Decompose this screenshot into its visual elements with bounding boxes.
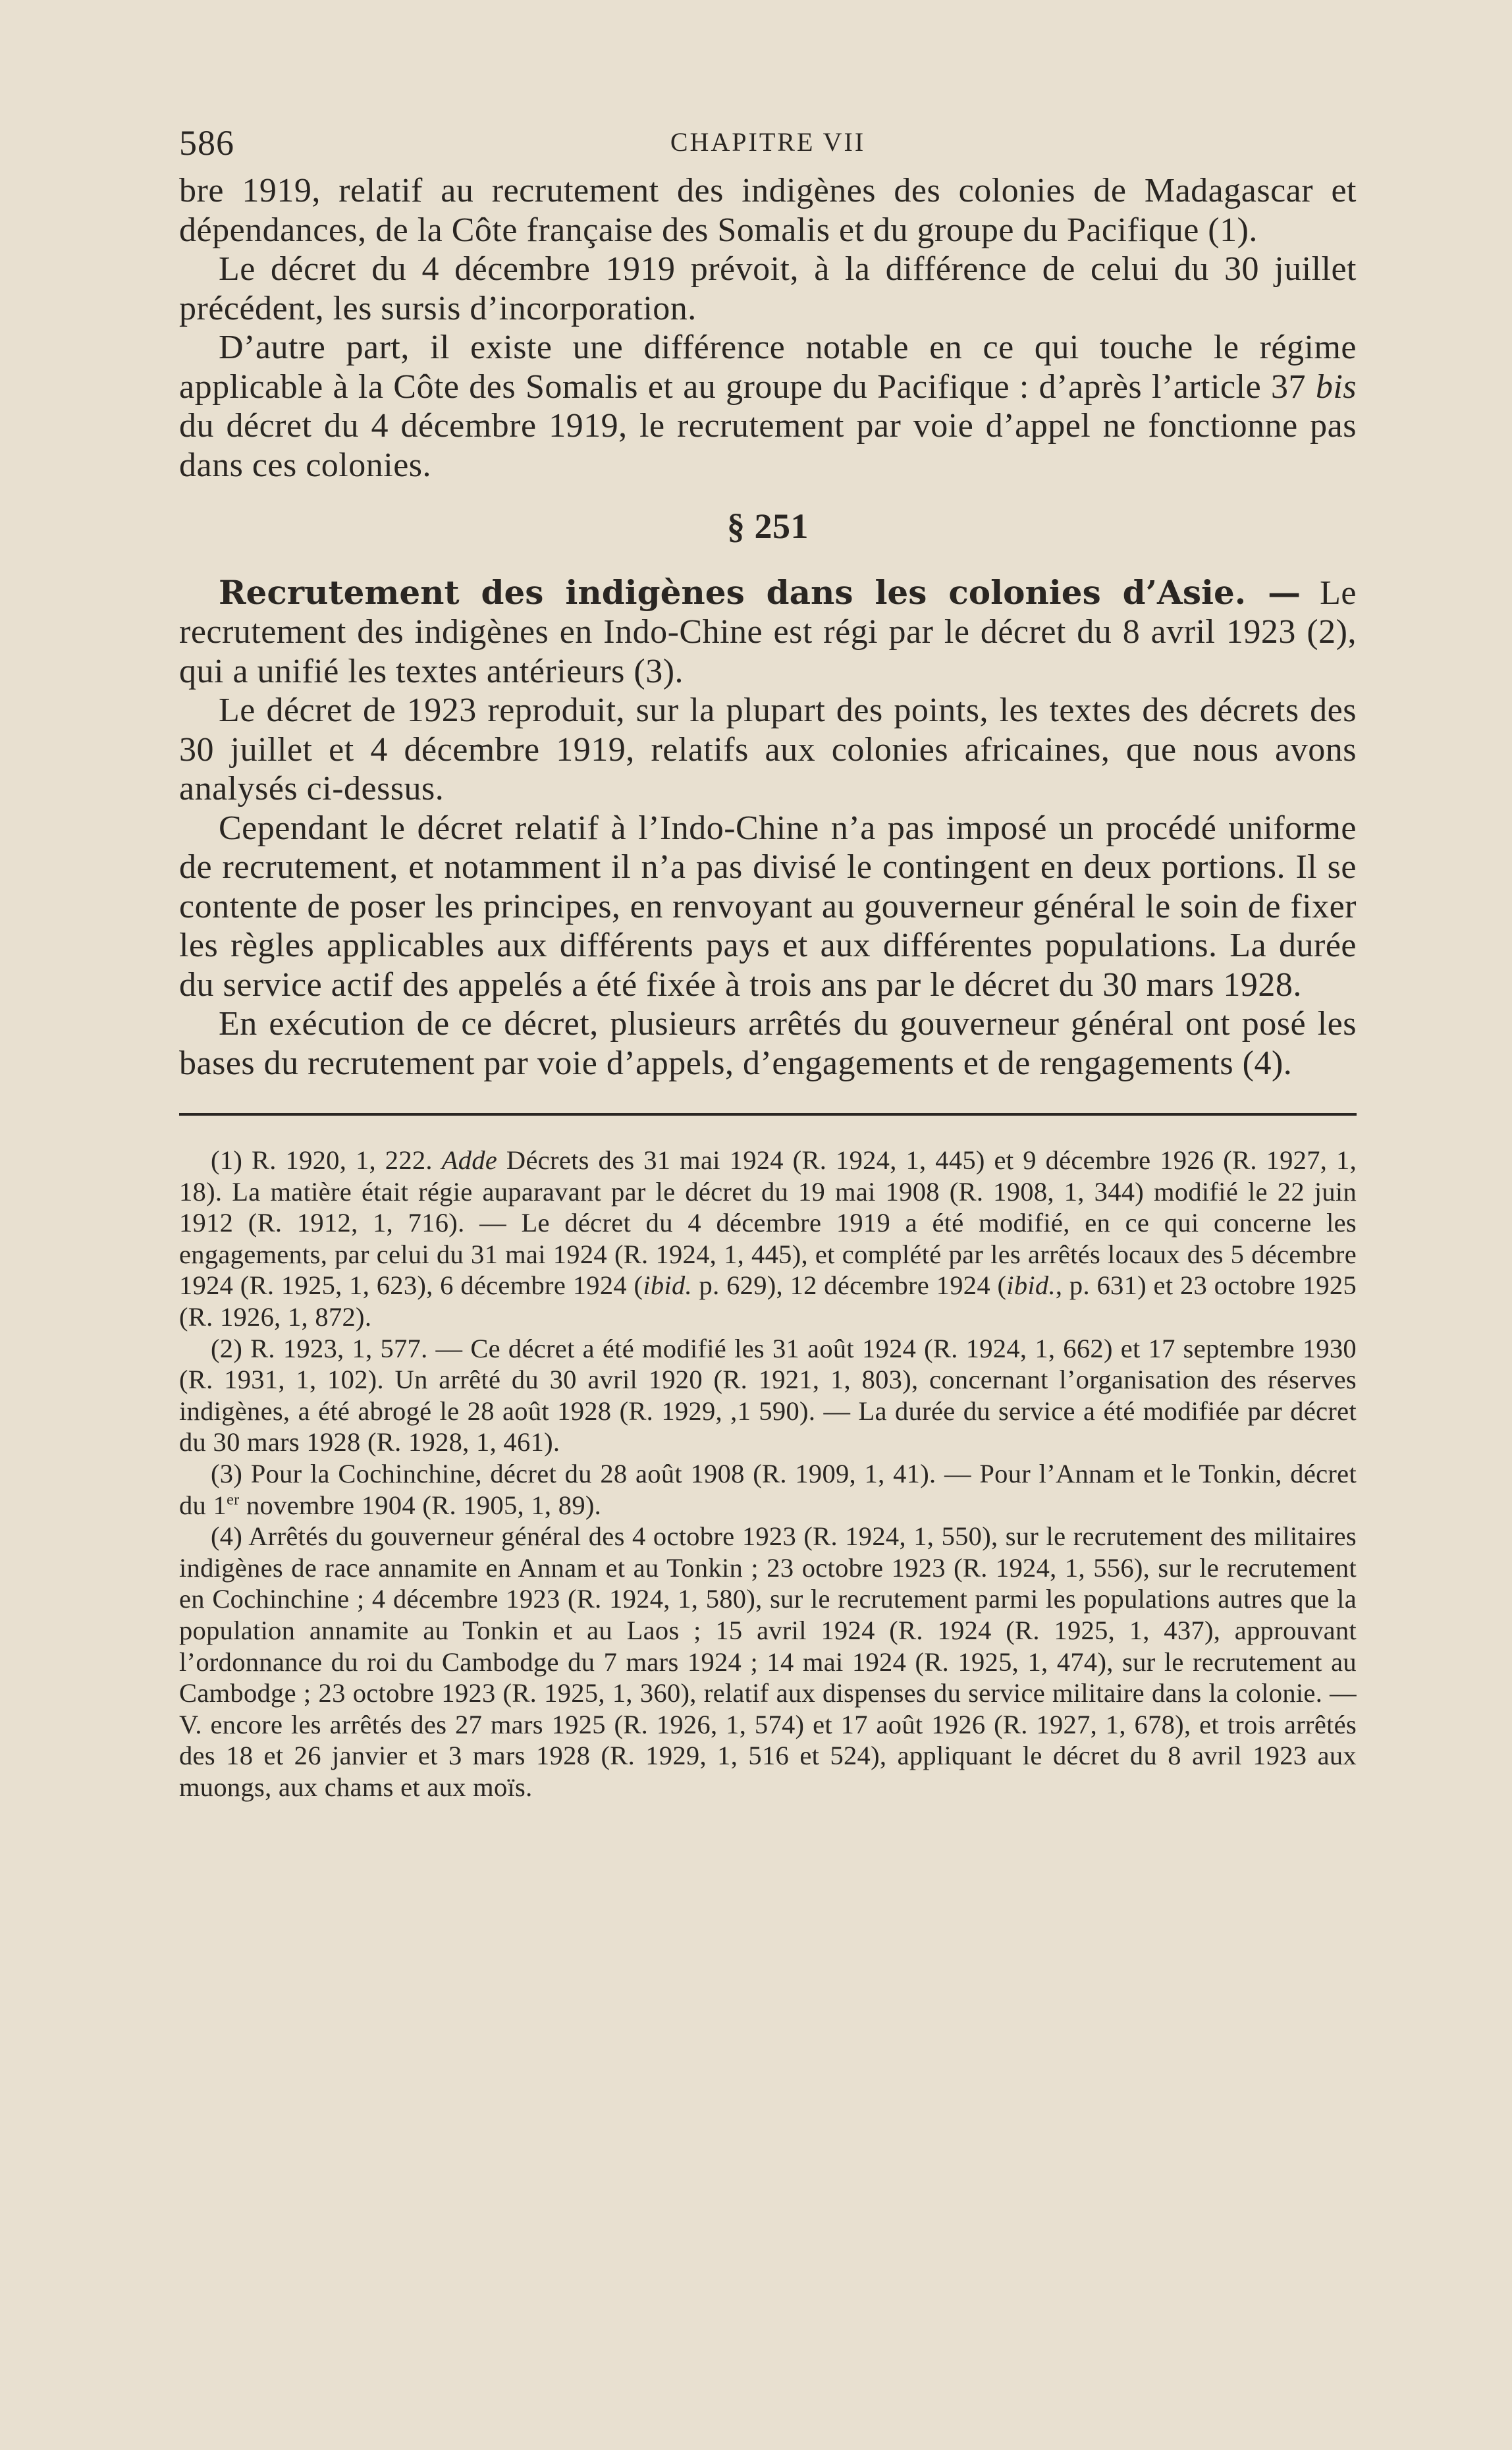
italic-text: ibid.: [643, 1270, 692, 1301]
section-number: § 251: [727, 506, 809, 546]
italic-text: ibid.: [1006, 1270, 1056, 1301]
paragraph: Le décret du 4 décembre 1919 prévoit, à la différence de celui du 30 juillet précédent, les sursis d’incorporation.: [179, 250, 1357, 327]
footnote-1: [179, 1145, 1357, 1333]
running-head: [179, 119, 1357, 171]
paragraph: bre 1919, relatif au recrutement des indigènes des colonies de Madagascar et dépendances, de la Côte française des Somalis et du groupe du Pacifique (1).: [179, 172, 1357, 249]
footnote-text: (1) R. 1920, 1, 222.: [211, 1145, 442, 1175]
section-heading: Recrutement des indigènes dans les colonies d’Asie. —: [219, 572, 1301, 612]
footnote-text: p. 629), 12 décembre 1924 (: [691, 1270, 1007, 1301]
footnote-text: novembre 1904 (R. 1905, 1, 89).: [239, 1490, 602, 1520]
chapter-title: CHAPITRE VII: [670, 127, 866, 157]
paragraph-text: du décret du 4 décembre 1919, le recrutement par voie d’appel ne fonctionne pas dans ces colonies.: [179, 407, 1357, 484]
paragraph-text: Le recrutement des indigènes en Indo-Chine est régi par le décret du 8 avril 1923 (2), qui a unifié les textes antérieurs (3).: [179, 574, 1357, 690]
paragraph: Cependant le décret relatif à l’Indo-Chine n’a pas imposé un procédé uniforme de recrutement, et notamment il n’a pas divisé le contingent en deux portions. Il se contente de poser les principes, en renvoyant au gouverneur général le soin de fixer les règles applicables aux différents pays et aux différentes populations. La durée du service actif des appelés a été fixée à trois ans par le décret du 30 mars 1928.: [179, 809, 1357, 1004]
italic-text: bis: [1315, 368, 1357, 406]
footnote-2: (2) R. 1923, 1, 577. — Ce décret a été modifié les 31 août 1924 (R. 1924, 1, 662) et 17 septembre 1930 (R. 1931, 1, 102). Un arrêté du 30 avril 1920 (R. 1921, 1, 803), concernant l’organisation des réserves indigènes, a été abrogé le 28 août 1928 (R. 1929, ,1 590). — La durée du service a été modifiée par décret du 30 mars 1928 (R. 1928, 1, 461).: [179, 1333, 1357, 1457]
book-page: [179, 119, 1357, 2358]
paragraph: Le décret de 1923 reproduit, sur la plupart des points, les textes des décrets des 30 juillet et 4 décembre 1919, relatifs aux colonies africaines, que nous avons analysés ci-dessus.: [179, 692, 1357, 807]
page-number: 586: [179, 123, 234, 163]
footnote-4: (4) Arrêtés du gouverneur général des 4 octobre 1923 (R. 1924, 1, 550), sur le recrutement des militaires indigènes de race annamite en Annam et au Tonkin ; 23 octobre 1923 (R. 1924, 1, 556), sur le recrutement en Cochinchine ; 4 décembre 1923 (R. 1924, 1, 580), sur le recrutement parmi les populations autres que la population annamite au Tonkin et au Laos ; 15 avril 1924 (R. 1924 (R. 1925, 1, 437), approuvant l’ordonnance du roi du Cambodge du 7 mars 1924 ; 14 mai 1924 (R. 1925, 1, 474), sur le recrutement au Cambodge ; 23 octobre 1923 (R. 1925, 1, 360), relatif aux dispenses du service militaire dans la colonie. — V. encore les arrêtés des 27 mars 1925 (R. 1926, 1, 574) et 17 août 1926 (R. 1927, 1, 678), et trois arrêtés des 18 et 26 janvier et 3 mars 1928 (R. 1929, 1, 516 et 524), appliquant le décret du 8 avril 1923 aux muongs, aux chams et aux moïs.: [179, 1521, 1357, 1802]
footnote-3: [179, 1458, 1357, 1521]
paragraph: [179, 328, 1357, 485]
footnote-text: (3) Pour la Cochinchine, décret du 28 août 1908 (R. 1909, 1, 41). — Pour l’Annam et le Tonkin, décret du 1: [179, 1458, 1357, 1520]
footnote-divider: [179, 1113, 1357, 1116]
section-heading-paragraph: [179, 573, 1357, 692]
italic-text: Adde: [441, 1145, 498, 1175]
superscript: er: [227, 1490, 240, 1509]
footnote-text: Décrets des 31 mai 1924 (R. 1924, 1, 445) et 9 décembre 1926 (R. 1927, 1, 18). La matière était régie auparavant par le décret du 19 mai 1908 (R. 1908, 1, 344) modifié le 22 juin 1912 (R. 1912, 1, 716). — Le décret du 4 décembre 1919 a été modifié, en ce qui concerne les engagements, par celui du 31 mai 1924 (R. 1924, 1, 445), et complété par les arrêtés locaux des 5 décembre 1924 (R. 1925, 1, 623), 6 décembre 1924 (: [179, 1145, 1357, 1301]
body-text: [179, 171, 1357, 1083]
footnotes: [179, 1145, 1357, 1803]
paragraph-text: D’autre part, il existe une différence notable en ce qui touche le régime applicable à la Côte des Somalis et au groupe du Pacifique : d’après l’article 37: [179, 329, 1357, 406]
footnote-text: , p. 631) et 23 octobre 1925 (R. 1926, 1, 872).: [179, 1270, 1357, 1332]
paragraph: En exécution de ce décret, plusieurs arrêtés du gouverneur général ont posé les bases du recrutement par voie d’appels, d’engagements et de rengagements (4).: [179, 1005, 1357, 1082]
